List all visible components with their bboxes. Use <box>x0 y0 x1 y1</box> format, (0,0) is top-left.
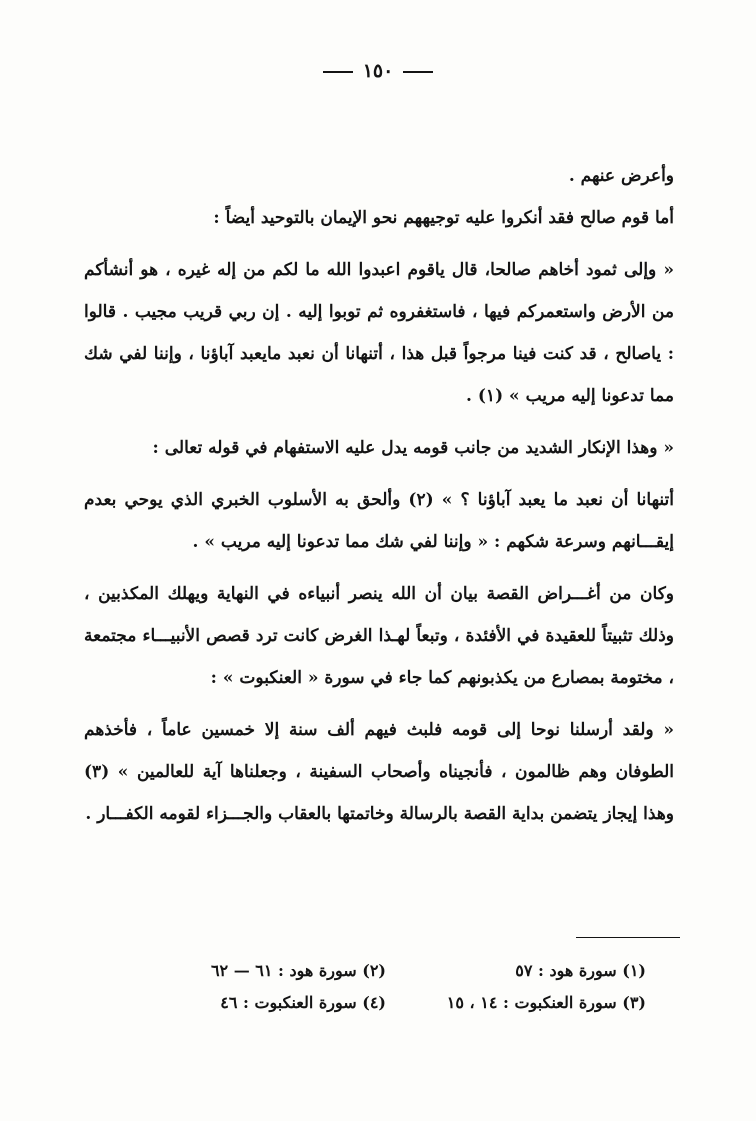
paragraph-closing-line: وأعرض عنهم . <box>568 166 674 186</box>
main-text <box>84 155 674 845</box>
right-dash <box>323 71 353 73</box>
paragraph-saleh-intro: أما قوم صالح فقد أنكروا عليه توجيههم نحو الإيمان بالتوحيد أيضاً : <box>213 208 674 228</box>
footnote-separator <box>576 937 680 938</box>
footnote-4: (٤) سورة العنكبوت : ٤٦ <box>220 993 386 1012</box>
left-dash <box>403 71 433 73</box>
footnote-row <box>146 955 646 987</box>
page-header <box>0 60 756 82</box>
paragraph-quote-thamud: « وإلى ثمود أخاهم صالحا، قال ياقوم اعبدوا الله ما لكم من إله غيره ، هو أنشأكم من الأرض واستعمركم فيها ، فاستغفروه ثم توبوا إليه . إن ربي قريب مجيب . قالوا : ياصالح ، قد كنت فينا مرجواً قبل هذا ، أتنهانا أن نعبد مايعبد آباؤنا ، وإننا لفي شك مما تدعونا إليه مريب » (١) . <box>84 260 674 406</box>
footnote-row <box>146 987 646 1019</box>
footnotes <box>146 955 646 1019</box>
footnote-2: (٢) سورة هود : ٦١ — ٦٢ <box>210 961 386 980</box>
footnote-1: (١) سورة هود : ٥٧ <box>515 961 646 980</box>
paragraph-quote-noah: « ولقد أرسلنا نوحا إلى قومه فلبث فيهم ألف سنة إلا خمسين عاماً ، فأخذهم الطوفان وهم ظالمون ، فأنجيناه وأصحاب السفينة ، وجعلناها آية للعالمين » (٣) وهذا إيجاز يتضمن بداية القصة بالرسالة وخاتمتها بالعقاب والجـــزاء لقومه الكفـــار . <box>84 720 674 824</box>
footnote-3: (٣) سورة العنكبوت : ١٤ ، ١٥ <box>446 993 646 1012</box>
paragraph-question-style: أتنهانا أن نعبد ما يعبد آباؤنا ؟ » (٢) وألحق به الأسلوب الخبري الذي يوحي بعدم إيقـــانهم وسرعة شكهم : « وإننا لفي شك مما تدعونا إليه مريب » . <box>84 490 674 552</box>
paragraph-denial: « وهذا الإنكار الشديد من جانب قومه يدل عليه الاستفهام في قوله تعالى : <box>152 438 674 458</box>
page-number: ١٥٠ <box>362 60 394 82</box>
paragraph-story-purpose: وكان من أغـــراض القصة بيان أن الله ينصر أنبياءه في النهاية ويهلك المكذبين ، وذلك تثبيتاً للعقيدة في الأفئدة ، وتبعاً لهـذا الغرض كانت ترد قصص الأنبيـــاء مجتمعة ، مختومة بمصارع من يكذبونهم كما جاء في سورة « العنكبوت » : <box>84 584 674 688</box>
